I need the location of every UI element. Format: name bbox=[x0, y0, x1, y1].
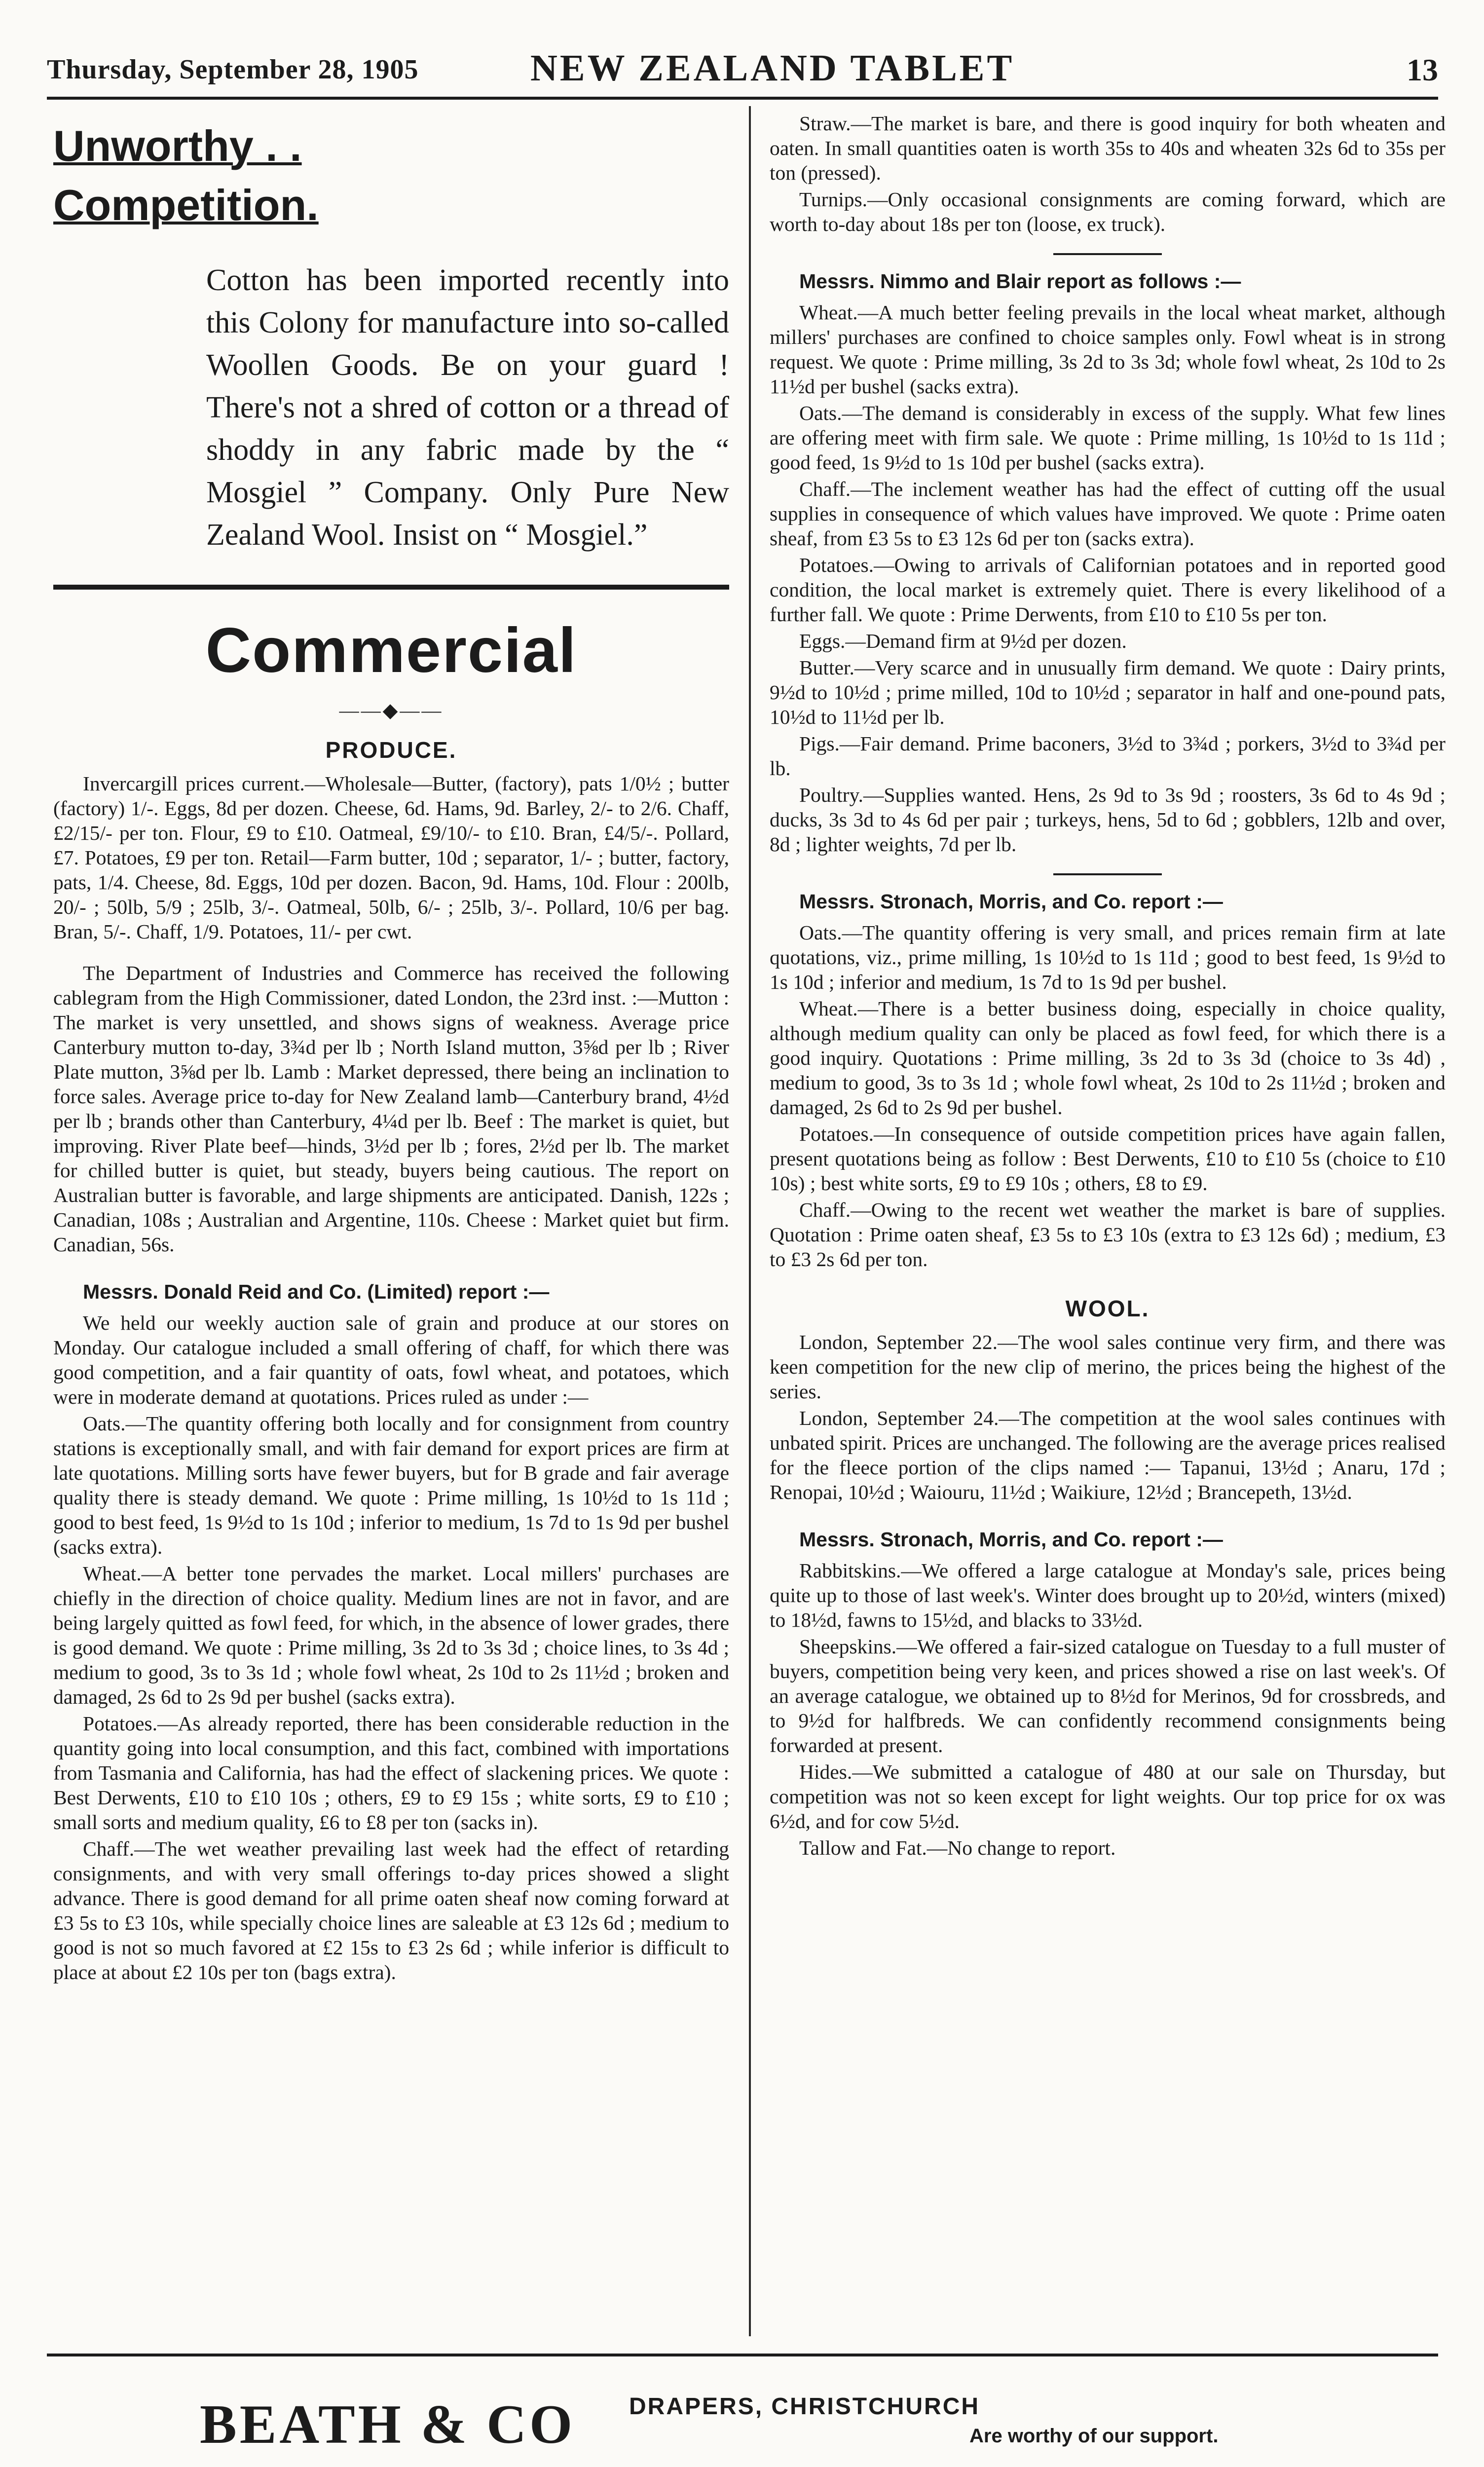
stronach-potatoes: Potatoes.—In consequence of outside competition prices have again fallen, present quotations being as follow : Best Derwents, £10 to £10 5s (choice to £10 10s) ; best white sorts, £9 to £9 10s ; others, £8 to £9. bbox=[770, 1122, 1446, 1195]
wool-london-sep-22: London, September 22.—The wool sales continue very firm, and there was keen competition for the new clip of merino, the prices being the highest of the series. bbox=[770, 1331, 1446, 1403]
mosgiel-advertisement bbox=[53, 111, 729, 585]
nimmo-potatoes: Potatoes.—Owing to arrivals of Californian potatoes and in reported good condition, the local market is extremely quiet. There is every likelihood of a further fall. We quote : Prime Derwents, from £10 to £10 5s per ton. bbox=[770, 554, 1446, 626]
wool-stronach-report-heading: Messrs. Stronach, Morris, and Co. report :— bbox=[799, 1528, 1223, 1551]
wool-london-sep-24: London, September 24.—The competition at the wool sales continues with unbated spirit. Prices are unchanged. The following are the average prices realised for the fleece portion of the clips named :— Tapanui, 13½d ; Anaru, 17d ; Renopai, 10½d ; Waiouru, 11½d ; Waikiure, 12½d ; Brancepeth, 13½d. bbox=[770, 1407, 1446, 1503]
firm-tagline: Are worthy of our support. bbox=[969, 2425, 1219, 2447]
wool-rabbitskins: Rabbitskins.—We offered a large catalogue at Monday's sale, prices being quite up to those of last week's. Winter does brought up to 20½d, winters (mixed) to 18½d, fawns to 15½d, and blacks to 33½d. bbox=[770, 1559, 1446, 1631]
nimmo-pigs: Pigs.—Fair demand. Prime baconers, 3½d to 3¾d ; porkers, 3½d to 3¾d per lb. bbox=[770, 732, 1446, 780]
nimmo-oats: Oats.—The demand is considerably in excess of the supply. What few lines are offering meet with firm sale. We quote : Prime milling, 1s 10½d to 1s 11d ; good feed, 1s 9½d to 1s 10d per bushel (sacks extra). bbox=[770, 402, 1446, 474]
nimmo-eggs: Eggs.—Demand firm at 9½d per dozen. bbox=[799, 630, 1127, 652]
ad-heading-competition: Competition. bbox=[53, 181, 319, 229]
donald-reid-turnips: Turnips.—Only occasional consignments are coming forward, which are worth to-day about 18s per ton (loose, ex truck). bbox=[770, 188, 1446, 235]
donald-reid-wheat: Wheat.—A better tone pervades the market. Local millers' purchases are chiefly in the direction of choice quality. Medium lines are not in favor, and are being largely quitted as fowl feed, for which, in the absence of lower grades, there is good demand. We quote : Prime milling, 3s 2d to 3s 3d ; choice lines, to 3s 4d ; medium to good, 3s to 3s 1d ; whole fowl wheat, 2s 10d to 2s 11½d ; broken and damaged, 2s 6d to 2s 9d per bushel (sacks extra). bbox=[53, 1562, 729, 1708]
donald-reid-report-heading: Messrs. Donald Reid and Co. (Limited) report :— bbox=[83, 1280, 550, 1303]
donald-reid-chaff: Chaff.—The wet weather prevailing last week had the effect of retarding consignments, and with very small offerings to-day prices showed a slight advance. There is good demand for all prime oaten sheaf now coming forward at £3 5s to £3 10s, while specially choice lines are saleable at £3 12s 6d ; medium to good is not so much favored at £2 15s to £3 2s 6d ; while inferior is difficult to place at about £2 10s per ton (bags extra). bbox=[53, 1837, 729, 1983]
page-number: 13 bbox=[1407, 52, 1438, 87]
produce-heading: PRODUCE. bbox=[325, 737, 457, 763]
donald-reid-straw: Straw.—The market is bare, and there is good inquiry for both wheaten and oaten. In small quantities oaten is worth 35s to 40s and wheaten 32s 6d to 35s per ton (pressed). bbox=[770, 112, 1446, 184]
firm-name: BEATH & CO bbox=[200, 2394, 576, 2455]
firm-description: DRAPERS, CHRISTCHURCH bbox=[629, 2393, 980, 2420]
nimmo-wheat: Wheat.—A much better feeling prevails in the local wheat market, although millers' purchases are confined to choice samples only. Fowl wheat is in strong request. We quote : Prime milling, 3s 2d to 3s 3d; whole fowl wheat, 2s 10d to 2s 11½d per bushel (sacks extra). bbox=[770, 301, 1446, 398]
stronach-wheat: Wheat.—There is a better business doing, especially in choice quality, although medium quality can only be placed as fowl feed, for which there is a good inquiry. Quotations : Prime milling, 3s 2d to 3s 3d (choice to 3s 4d) , medium to good, 3s to 3s 1d ; whole fowl wheat, 2s 10d to 2s 11½d ; broken and damaged, 2s 6d to 2s 9d per bushel. bbox=[770, 997, 1446, 1119]
nimmo-blair-report-heading: Messrs. Nimmo and Blair report as follows :— bbox=[799, 270, 1241, 293]
footer-rule bbox=[47, 2354, 1438, 2356]
invercargill-prices: Invercargill prices current.—Wholesale—Butter, (factory), pats 1/0½ ; butter (factory) 1/-. Eggs, 8d per dozen. Cheese, 6d. Hams, 9d. Barley, 2/- to 2/6. Chaff, £2/15/- per ton. Flour, £9 to £10. Oatmeal, £9/10/- to £10. Bran, £4/5/-. Pollard, £7. Potatoes, £9 per ton. Retail—Farm butter, 10d ; separator, 1/- ; butter, factory, pats, 1/4. Cheese, 8d. Eggs, 10d per dozen. Bacon, 9d. Hams, 10d. Flour : 200lb, 20/- ; 50lb, 5/9 ; 25lb, 3/-. Oatmeal, 50lb, 6/- ; 25lb, 3/-. Pollard, 10/6 per bag. Bran, 5/-. Chaff, 1/9. Potatoes, 11/- per cwt. bbox=[53, 772, 729, 943]
short-rule bbox=[1053, 873, 1162, 875]
stronach-report-heading: Messrs. Stronach, Morris, and Co. report :— bbox=[799, 890, 1223, 913]
stronach-oats: Oats.—The quantity offering is very small, and prices remain firm at late quotations, viz., prime milling, 1s 10½d to 1s 11d ; good to best feed, 1s 9½d to 1s 10d ; inferior and medium, 1s 7d to 1s 9d per bushel. bbox=[770, 921, 1446, 993]
nimmo-poultry: Poultry.—Supplies wanted. Hens, 2s 9d to 3s 9d ; roosters, 3s 6d to 4s 9d ; ducks, 3s 3d to 4s 6d per pair ; turkeys, hens, 5d to 6d ; gobblers, 12lb and over, 8d ; lighter weights, 7d per lb. bbox=[770, 784, 1446, 856]
ornament-divider: ——◆—— bbox=[339, 699, 444, 721]
masthead-title: NEW ZEALAND TABLET bbox=[530, 47, 1015, 89]
ad-body-text: Cotton has been imported recently into this Colony for manufacture into so-called Woollen Goods. Be on your guard ! There's not a shred of cotton or a thread of shoddy in any fabric made by the “ Mosgiel ” Company. Only Pure New Zealand Wool. Insist on “ Mosgiel.” bbox=[206, 263, 729, 552]
column-divider bbox=[749, 106, 751, 2336]
donald-reid-intro: We held our weekly auction sale of grain and produce at our stores on Monday. Our catalogue included a small offering of chaff, for which there was good competition, and a fair quantity of oats, fowl wheat, and potatoes, which were in moderate demand at quotations. Prices ruled as under :— bbox=[53, 1311, 729, 1408]
commercial-title: Commercial bbox=[205, 615, 577, 686]
wool-sheepskins: Sheepskins.—We offered a fair-sized catalogue on Tuesday to a full muster of buyers, competition being very keen, and prices showed a rise on last week's. Of an average catalogue, we obtained up to 8½d for Merinos, 9d for crossbreds, and to 9½d for halfbreds. We can confidently recommend consignments being forwarded at present. bbox=[770, 1635, 1446, 1757]
wool-tallow-fat: Tallow and Fat.—No change to report. bbox=[799, 1836, 1116, 1859]
right-column bbox=[770, 111, 1446, 2336]
nimmo-chaff: Chaff.—The inclement weather has had the effect of cutting off the usual supplies in consequence of which values have improved. We quote : Prime oaten sheaf, from £3 5s to £3 12s 6d per ton (sacks extra). bbox=[770, 478, 1446, 550]
header-rule bbox=[47, 97, 1438, 100]
beath-advertisement bbox=[47, 2363, 1438, 2462]
donald-reid-oats: Oats.—The quantity offering both locally and for consignment from country stations is exceptionally small, and with fair demand for export prices are firm at late quotations. Milling sorts have fewer buyers, but for B grade and fair average quality there is steady demand. We quote : Prime milling, 1s 10½d to 1s 11d ; good to best feed, 1s 9½d to 1s 10d ; inferior to medium, 1s 7d to 1s 9d per bushel (sacks extra). bbox=[53, 1412, 729, 1558]
section-rule bbox=[53, 585, 729, 590]
issue-date: Thursday, September 28, 1905 bbox=[47, 54, 419, 85]
short-rule bbox=[1053, 253, 1162, 255]
department-cablegram: The Department of Industries and Commerce has received the following cablegram from the High Commissioner, dated London, the 23rd inst. :—Mutton : The market is very unsettled, and shows signs of weakness. Average price Canterbury mutton to-day, 3¾d per lb ; North Island mutton, 3⅝d per lb ; River Plate mutton, 3⅝d per lb. Lamb : Market depressed, there being an inclination to force sales. Average price to-day for New Zealand lamb—Canterbury brand, 4½d per lb ; brands other than Canterbury, 4¼d per lb. Beef : The market is quiet, but improving. River Plate beef—hinds, 3½d per lb ; fores, 2½d per lb. The market for chilled butter is quiet, but steady, buyers being cautious. The report on Australian butter is favorable, and large shipments are anticipated. Danish, 122s ; Canadian, 108s ; Australian and Argentine, 110s. Cheese : Market quiet but firm. Canadian, 56s. bbox=[53, 962, 729, 1256]
wool-hides: Hides.—We submitted a catalogue of 480 at our sale on Thursday, but competition was not so keen except for light weights. Our top price for ox was 6½d, and for cow 5½d. bbox=[770, 1760, 1446, 1832]
ad-heading-unworthy: Unworthy . . bbox=[53, 121, 302, 170]
nimmo-butter: Butter.—Very scarce and in unusually firm demand. We quote : Dairy prints, 9½d to 10½d ; prime milled, 10d to 10½d ; separator in half and one-pound pats, 10½d to 11½d per lb. bbox=[770, 656, 1446, 728]
donald-reid-potatoes: Potatoes.—As already reported, there has been considerable reduction in the quantity going into local consumption, and this fact, combined with importations from Tasmania and California, has had the effect of slackening prices. We quote : Best Derwents, £10 to £10 10s ; others, £9 to £9 15s ; white sorts, £9 to £10 ; small sorts and medium quality, £6 to £8 per ton (sacks in). bbox=[53, 1712, 729, 1833]
left-column bbox=[53, 111, 729, 2336]
page-header bbox=[47, 47, 1438, 96]
wool-heading: WOOL. bbox=[1065, 1296, 1150, 1321]
stronach-chaff: Chaff.—Owing to the recent wet weather the market is bare of supplies. Quotation : Prime oaten sheaf, £3 5s to £3 10s (extra to £3 12s 6d) ; medium, £3 to £3 2s 6d per ton. bbox=[770, 1198, 1446, 1271]
